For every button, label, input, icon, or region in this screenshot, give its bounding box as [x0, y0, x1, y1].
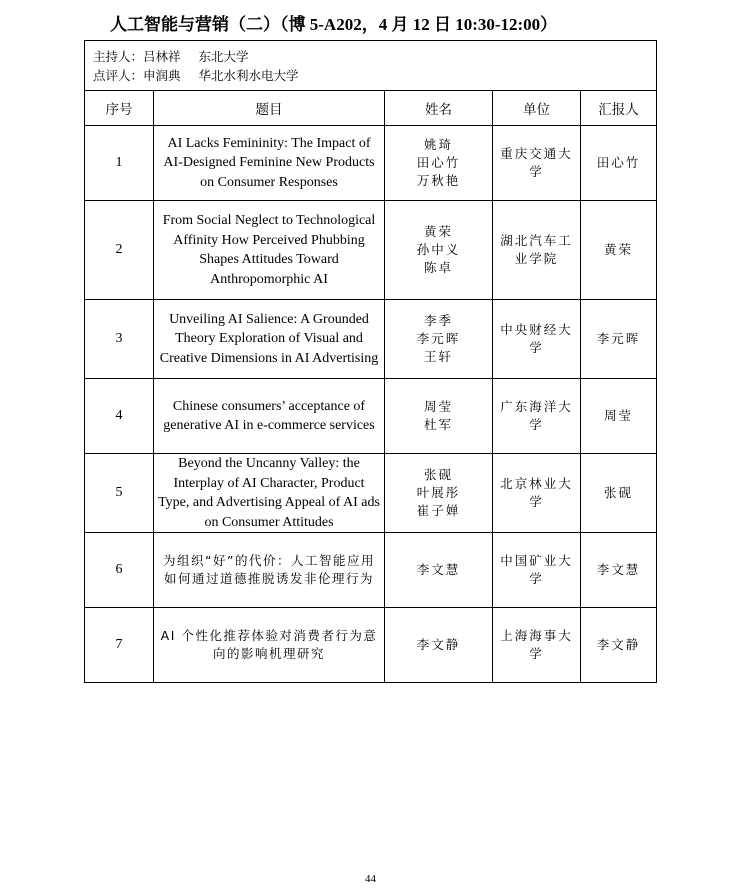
table-row — [85, 201, 657, 300]
row-title: From Social Neglect to Technological Affinity How Perceived Phubbing Shapes Attitudes Toward Anthropomorphic AI — [154, 201, 385, 300]
host-label: 主持人： — [93, 48, 144, 64]
row-reporter: 李元晖 — [581, 300, 657, 379]
row-title: 为组织“好”的代价：人工智能应用如何通过道德推脱诱发非伦理行为 — [154, 533, 385, 608]
author-name: 张砚 — [423, 467, 453, 482]
session-detail: （博 5-A202，4 月 12 日 10:30-12:00） — [280, 15, 558, 34]
table-row — [85, 379, 657, 454]
row-title: Chinese consumers’ acceptance of generative AI in e-commerce services — [154, 379, 385, 454]
table-row — [85, 300, 657, 379]
table-row — [85, 126, 657, 201]
row-unit: 中国矿业大学 — [493, 533, 581, 608]
session-title — [110, 10, 557, 35]
reviewer-name: 申润典 — [143, 67, 181, 83]
host-line — [93, 47, 648, 66]
row-reporter: 张砚 — [581, 454, 657, 533]
row-seq: 6 — [85, 533, 154, 608]
row-names — [385, 379, 493, 454]
header-unit: 单位 — [493, 91, 581, 126]
author-name: 李元晖 — [416, 331, 461, 346]
session-name: 人工智能与营销（二） — [110, 15, 280, 35]
table-row — [85, 533, 657, 608]
row-names — [385, 300, 493, 379]
row-reporter: 田心竹 — [581, 126, 657, 201]
header-row — [85, 91, 657, 126]
author-name: 黄荣 — [423, 224, 453, 239]
header-reporter: 汇报人 — [581, 91, 657, 126]
reviewer-org: 华北水利水电大学 — [198, 67, 299, 83]
author-name: 万秋艳 — [416, 173, 461, 188]
row-seq: 2 — [85, 201, 154, 300]
row-seq: 1 — [85, 126, 154, 201]
header-title: 题目 — [154, 91, 385, 126]
row-seq: 5 — [85, 454, 154, 533]
header-names: 姓名 — [385, 91, 493, 126]
row-names — [385, 201, 493, 300]
table-row — [85, 608, 657, 683]
host-name: 吕林祥 — [143, 48, 181, 64]
row-reporter: 李文慧 — [581, 533, 657, 608]
info-cell — [85, 41, 657, 91]
host-org: 东北大学 — [198, 48, 249, 64]
author-name: 孙中义 — [416, 242, 461, 257]
row-seq: 7 — [85, 608, 154, 683]
author-name: 李文静 — [416, 637, 461, 652]
row-unit: 湖北汽车工业学院 — [493, 201, 581, 300]
author-name: 周莹 — [423, 399, 453, 414]
row-names — [385, 533, 493, 608]
row-names — [385, 454, 493, 533]
author-name: 叶展彤 — [416, 485, 461, 500]
row-unit: 中央财经大学 — [493, 300, 581, 379]
row-unit: 重庆交通大学 — [493, 126, 581, 201]
reviewer-label: 点评人： — [93, 67, 144, 83]
author-name: 田心竹 — [416, 155, 461, 170]
row-title: AI 个性化推荐体验对消费者行为意向的影响机理研究 — [154, 608, 385, 683]
row-names — [385, 126, 493, 201]
row-title: Unveiling AI Salience: A Grounded Theory Exploration of Visual and Creative Dimensions in AI Advertising — [154, 300, 385, 379]
author-name: 陈卓 — [423, 260, 453, 275]
schedule-table — [84, 40, 657, 683]
info-row — [85, 41, 657, 91]
table-row — [85, 454, 657, 533]
page-number: 44 — [365, 873, 376, 885]
row-seq: 4 — [85, 379, 154, 454]
row-unit: 广东海洋大学 — [493, 379, 581, 454]
author-name: 崔子婵 — [416, 503, 461, 518]
row-reporter: 黄荣 — [581, 201, 657, 300]
row-seq: 3 — [85, 300, 154, 379]
author-name: 姚琦 — [423, 137, 453, 152]
author-name: 李季 — [423, 313, 453, 328]
row-names — [385, 608, 493, 683]
author-name: 杜军 — [423, 417, 453, 432]
header-seq: 序号 — [85, 91, 154, 126]
author-name: 王轩 — [423, 349, 453, 364]
author-name: 李文慧 — [416, 562, 461, 577]
reviewer-line — [93, 66, 648, 85]
row-title: AI Lacks Femininity: The Impact of AI-Designed Feminine New Products on Consumer Responses — [154, 126, 385, 201]
row-reporter: 周莹 — [581, 379, 657, 454]
row-title: Beyond the Uncanny Valley: the Interplay of AI Character, Product Type, and Advertising Appeal of AI ads on Consumer Attitudes — [154, 454, 385, 533]
row-unit: 上海海事大学 — [493, 608, 581, 683]
row-reporter: 李文静 — [581, 608, 657, 683]
row-unit: 北京林业大学 — [493, 454, 581, 533]
